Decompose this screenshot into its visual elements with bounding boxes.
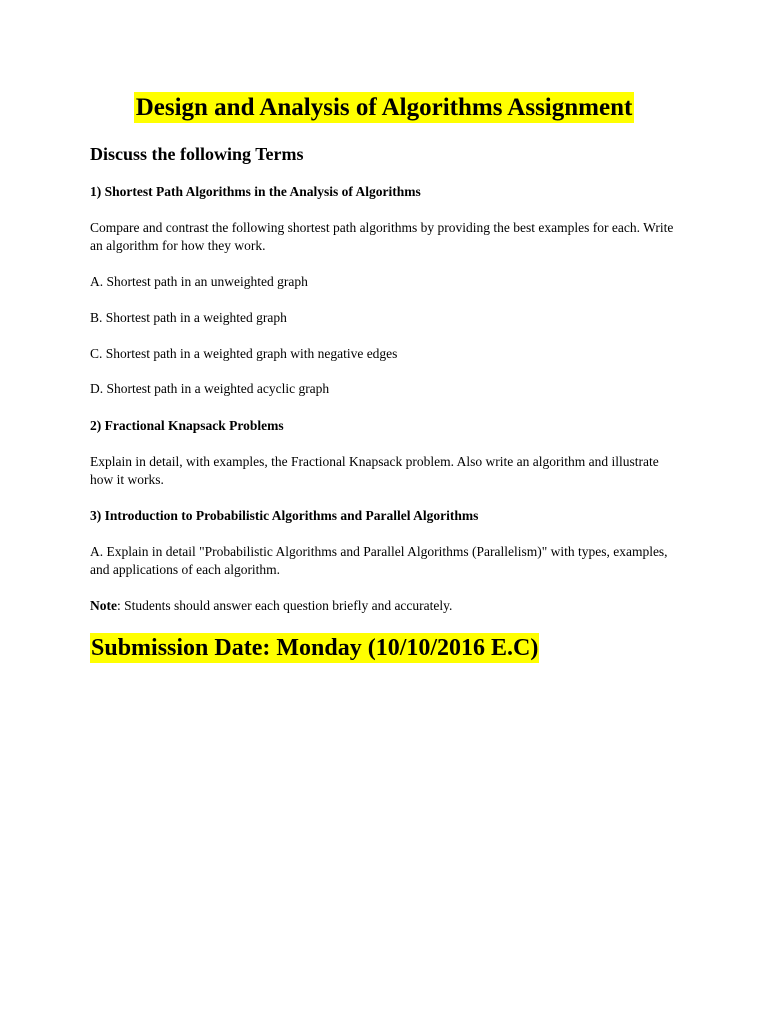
note-paragraph (90, 597, 680, 615)
question-1-intro: Compare and contrast the following shortest path algorithms by providing the best examples for each. Write an algorithm for how they work. (90, 220, 674, 253)
question-1-item-c: C. Shortest path in a weighted graph with negative edges (90, 346, 398, 361)
question-3-heading: 3) Introduction to Probabilistic Algorithms and Parallel Algorithms (90, 508, 479, 523)
document-title: Design and Analysis of Algorithms Assignment (135, 94, 633, 121)
question-1-item-b: B. Shortest path in a weighted graph (90, 310, 287, 325)
question-1-heading: 1) Shortest Path Algorithms in the Analysis of Algorithms (90, 184, 421, 199)
question-2-heading: 2) Fractional Knapsack Problems (90, 418, 284, 433)
question-1-item-a: A. Shortest path in an unweighted graph (90, 274, 308, 289)
note-text: : Students should answer each question briefly and accurately. (117, 598, 453, 613)
submission-date: Submission Date: Monday (10/10/2016 E.C) (91, 635, 539, 661)
question-1-item-d: D. Shortest path in a weighted acyclic graph (90, 381, 330, 396)
title-wrapper (0, 92, 768, 123)
section-subheading: Discuss the following Terms (90, 144, 304, 164)
submission-wrapper (90, 633, 680, 663)
question-3-intro: A. Explain in detail "Probabilistic Algorithms and Parallel Algorithms (Parallelism)" with types, examples, and applications of each algorithm. (90, 544, 668, 577)
note-label: Note (90, 598, 117, 613)
question-2-intro: Explain in detail, with examples, the Fractional Knapsack problem. Also write an algorithm and illustrate how it works. (90, 454, 659, 487)
